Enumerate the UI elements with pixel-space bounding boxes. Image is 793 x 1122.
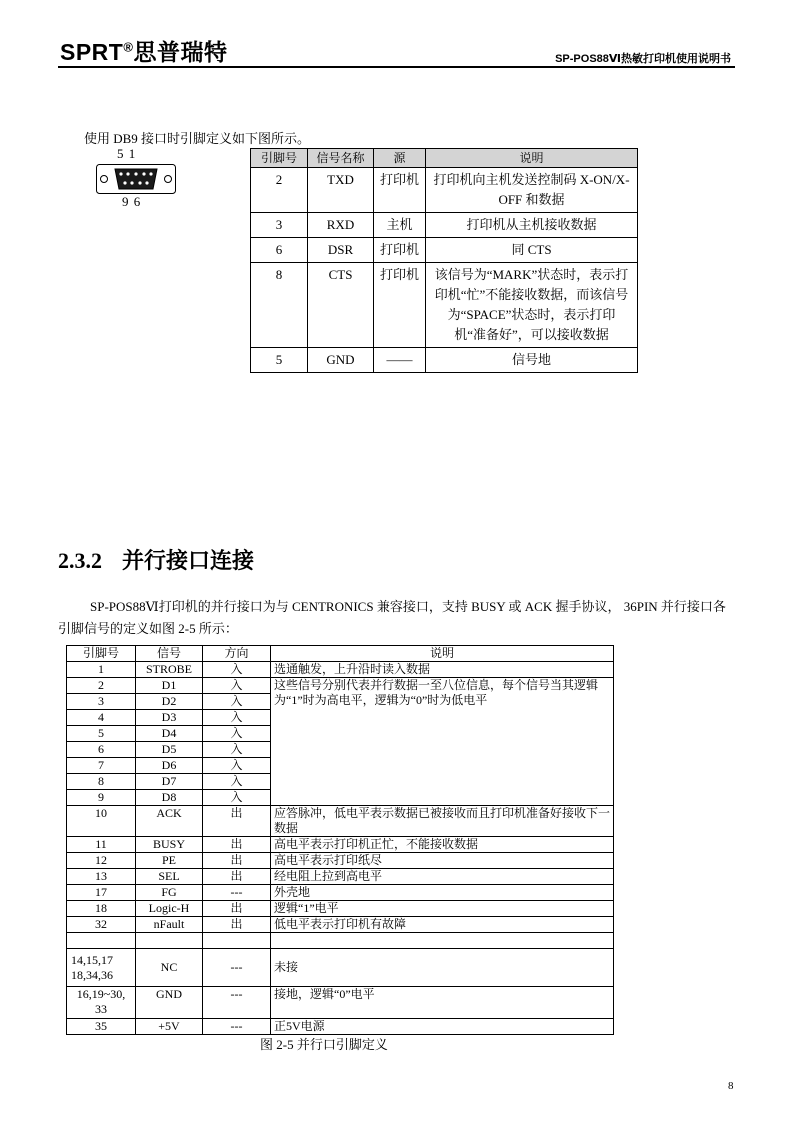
signal-cell: CTS — [308, 263, 374, 348]
table-row — [67, 662, 614, 678]
signal-cell: D1 — [136, 678, 203, 694]
signal-cell: D5 — [136, 742, 203, 758]
direction-cell: 入 — [203, 742, 271, 758]
signal-cell: D7 — [136, 774, 203, 790]
db9-pin-numbers-top: 5 1 — [117, 146, 137, 161]
signal-cell: D2 — [136, 694, 203, 710]
direction-cell: 入 — [203, 678, 271, 694]
description-cell: 这些信号分别代表并行数据一至八位信息，每个信号当其逻辑为“1”时为高电平，逻辑为“0”时为低电平 — [271, 678, 614, 806]
table-row — [251, 168, 638, 213]
brand-name-cn: 思普瑞特 — [133, 39, 228, 65]
table-row — [251, 348, 638, 373]
table-row — [251, 213, 638, 238]
registered-mark: ® — [123, 39, 134, 55]
signal-cell: D4 — [136, 726, 203, 742]
brand-logo — [60, 34, 227, 67]
signal-cell: GND — [136, 987, 203, 1019]
parallel-pin-table — [66, 645, 614, 1035]
direction-cell: 入 — [203, 774, 271, 790]
signal-cell: PE — [136, 853, 203, 869]
header-source: 源 — [374, 149, 426, 168]
signal-cell: DSR — [308, 238, 374, 263]
signal-cell: D6 — [136, 758, 203, 774]
pin-cell: 11 — [67, 837, 136, 853]
pin-cell — [67, 933, 136, 949]
pin-cell: 16,19~30, 33 — [67, 987, 136, 1019]
pin-cell: 2 — [67, 678, 136, 694]
table-header-row — [67, 646, 614, 662]
document-title: SP-POS88Ⅵ热敏打印机使用说明书 — [555, 53, 731, 65]
signal-cell: Logic-H — [136, 901, 203, 917]
direction-cell: 入 — [203, 726, 271, 742]
db9-connector-icon — [96, 164, 176, 194]
pin-cell: 13 — [67, 869, 136, 885]
direction-cell: --- — [203, 987, 271, 1019]
source-cell: 主机 — [374, 213, 426, 238]
header-divider — [58, 66, 735, 68]
direction-cell: 出 — [203, 837, 271, 853]
pin-cell: 3 — [67, 694, 136, 710]
header-direction: 方向 — [203, 646, 271, 662]
description-cell: 外壳地 — [271, 885, 614, 901]
pin-cell: 8 — [67, 774, 136, 790]
direction-cell: --- — [203, 949, 271, 987]
source-cell: 打印机 — [374, 263, 426, 348]
description-cell: 逻辑“1”电平 — [271, 901, 614, 917]
direction-cell: --- — [203, 885, 271, 901]
signal-cell: D3 — [136, 710, 203, 726]
pin-cell: 9 — [67, 790, 136, 806]
signal-cell: nFault — [136, 917, 203, 933]
header-description: 说明 — [271, 646, 614, 662]
direction-cell: 出 — [203, 853, 271, 869]
pin-cell: 2 — [251, 168, 308, 213]
description-cell: 打印机从主机接收数据 — [426, 213, 638, 238]
db9-pin-table — [250, 148, 638, 373]
direction-cell: 入 — [203, 758, 271, 774]
section-paragraph: SP-POS88Ⅵ打印机的并行接口为与 CENTRONICS 兼容接口，支持 BUSY 或 ACK 握手协议， 36PIN 并行接口各引脚信号的定义如图 2-5 所示： — [58, 599, 726, 636]
description-cell: 该信号为“MARK”状态时，表示打印机“忙”不能接收数据，而该信号为“SPACE”状态时，表示打印机“准备好”，可以接收数据 — [426, 263, 638, 348]
description-cell: 同 CTS — [426, 238, 638, 263]
db9-pin-numbers-bottom: 9 6 — [122, 194, 142, 209]
pin-cell: 5 — [251, 348, 308, 373]
pin-cell: 10 — [67, 806, 136, 837]
description-cell: 高电平表示打印纸尽 — [271, 853, 614, 869]
direction-cell — [203, 933, 271, 949]
direction-cell: 入 — [203, 710, 271, 726]
description-cell: 接地，逻辑“0”电平 — [271, 987, 614, 1019]
signal-cell: GND — [308, 348, 374, 373]
direction-cell: 出 — [203, 806, 271, 837]
pin-cell: 32 — [67, 917, 136, 933]
description-cell: 高电平表示打印机正忙，不能接收数据 — [271, 837, 614, 853]
brand-name: SPRT — [60, 39, 124, 65]
section-number: 2.3.2 — [58, 548, 102, 573]
pin-cell: 35 — [67, 1019, 136, 1035]
section-title: 并行接口连接 — [122, 549, 255, 574]
signal-cell: ACK — [136, 806, 203, 837]
source-cell: 打印机 — [374, 238, 426, 263]
pin-cell: 12 — [67, 853, 136, 869]
table-row-empty — [67, 933, 614, 949]
table-row — [67, 885, 614, 901]
description-cell: 打印机向主机发送控制码 X-ON/X-OFF 和数据 — [426, 168, 638, 213]
pin-cell: 4 — [67, 710, 136, 726]
table-row — [67, 987, 614, 1019]
direction-cell: 出 — [203, 901, 271, 917]
header-signal: 信号 — [136, 646, 203, 662]
pin-cell: 3 — [251, 213, 308, 238]
direction-cell: 出 — [203, 869, 271, 885]
pin-cell: 7 — [67, 758, 136, 774]
table-row — [67, 853, 614, 869]
direction-cell: 出 — [203, 917, 271, 933]
pin-cell: 1 — [67, 662, 136, 678]
direction-cell: --- — [203, 1019, 271, 1035]
pin-cell: 6 — [67, 742, 136, 758]
direction-cell: 入 — [203, 662, 271, 678]
description-cell: 信号地 — [426, 348, 638, 373]
description-cell: 正5V电源 — [271, 1019, 614, 1035]
table-row — [67, 678, 614, 694]
description-cell: 未接 — [271, 949, 614, 987]
signal-cell: D8 — [136, 790, 203, 806]
signal-cell: FG — [136, 885, 203, 901]
table-row — [67, 917, 614, 933]
table-row — [251, 238, 638, 263]
page-number: 8 — [728, 1080, 734, 1092]
signal-cell: NC — [136, 949, 203, 987]
source-cell: 打印机 — [374, 168, 426, 213]
pin-cell: 6 — [251, 238, 308, 263]
header-pin: 引脚号 — [67, 646, 136, 662]
pin-cell: 18 — [67, 901, 136, 917]
table-row — [67, 837, 614, 853]
signal-cell: RXD — [308, 213, 374, 238]
signal-cell: STROBE — [136, 662, 203, 678]
description-cell: 应答脉冲，低电平表示数据已被接收而且打印机准备好接收下一数据 — [271, 806, 614, 837]
pin-cell: 17 — [67, 885, 136, 901]
header-pin: 引脚号 — [251, 149, 308, 168]
header-signal: 信号名称 — [308, 149, 374, 168]
table-row — [67, 806, 614, 837]
pin-cell: 8 — [251, 263, 308, 348]
table-row — [67, 869, 614, 885]
signal-cell: BUSY — [136, 837, 203, 853]
header-description: 说明 — [426, 149, 638, 168]
pin-cell: 14,15,17 18,34,36 — [67, 949, 136, 987]
direction-cell: 入 — [203, 790, 271, 806]
description-cell: 选通触发，上升沿时读入数据 — [271, 662, 614, 678]
table-header-row — [251, 149, 638, 168]
pin-cell: 5 — [67, 726, 136, 742]
table-row — [67, 1019, 614, 1035]
figure-caption: 图 2-5 并行口引脚定义 — [260, 1037, 388, 1052]
signal-cell: +5V — [136, 1019, 203, 1035]
description-cell — [271, 933, 614, 949]
direction-cell: 入 — [203, 694, 271, 710]
signal-cell: SEL — [136, 869, 203, 885]
section-heading — [58, 544, 254, 575]
db9-intro-text: 使用 DB9 接口时引脚定义如下图所示。 — [84, 131, 311, 146]
signal-cell: TXD — [308, 168, 374, 213]
source-cell: —— — [374, 348, 426, 373]
description-cell: 经电阻上拉到高电平 — [271, 869, 614, 885]
table-row — [67, 949, 614, 987]
signal-cell — [136, 933, 203, 949]
table-row — [251, 263, 638, 348]
table-row — [67, 901, 614, 917]
description-cell: 低电平表示打印机有故障 — [271, 917, 614, 933]
